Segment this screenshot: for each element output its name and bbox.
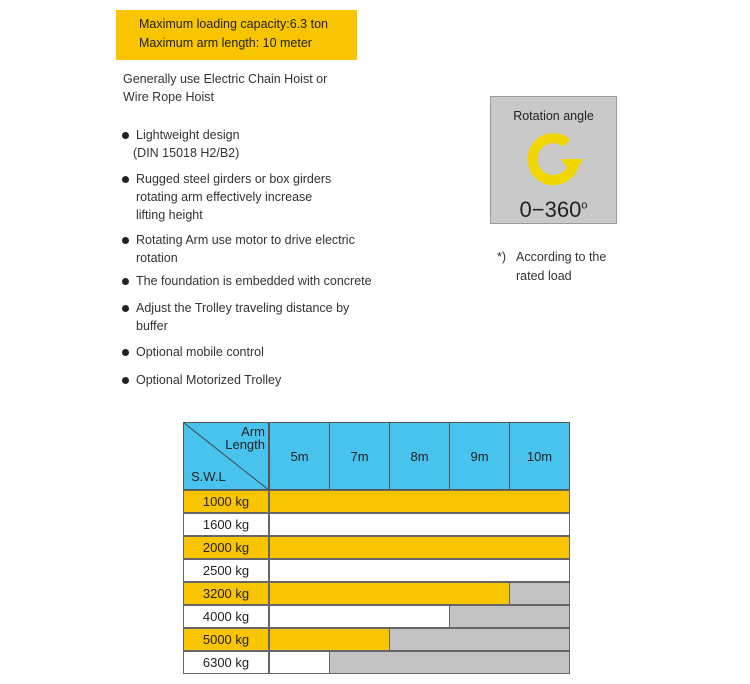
rotation-title: Rotation angle (513, 109, 594, 123)
rotation-panel (490, 96, 617, 224)
note-line-2: rated load (516, 269, 572, 283)
intro-line-1: Generally use Electric Chain Hoist or (123, 72, 328, 86)
bullet-icon (122, 132, 129, 139)
unavailable-bar (449, 605, 570, 628)
arm-length-text: Maximum arm length: 10 meter (139, 36, 312, 50)
bullet-icon (122, 305, 129, 312)
unavailable-bar (329, 651, 570, 674)
feature-text: The foundation is embedded with concrete (136, 274, 372, 288)
capacity-bar (269, 605, 450, 628)
bullet-icon (122, 176, 129, 183)
corner-arm-label: Arm (241, 424, 265, 439)
feature-text: rotation (136, 251, 178, 265)
table-corner-cell (183, 422, 269, 490)
capacity-bar (269, 559, 570, 582)
column-header: 9m (449, 422, 510, 490)
note-marker: *) (497, 250, 507, 264)
capacity-text: Maximum loading capacity:6.3 ton (139, 17, 328, 31)
feature-text: Lightweight design (136, 128, 240, 142)
row-label: 3200 kg (183, 582, 269, 605)
row-label: 6300 kg (183, 651, 269, 674)
corner-length-label: Length (225, 437, 265, 452)
row-label: 5000 kg (183, 628, 269, 651)
capacity-bar (269, 651, 330, 674)
bullet-icon (122, 278, 129, 285)
row-label: 1000 kg (183, 490, 269, 513)
column-header: 10m (509, 422, 570, 490)
feature-text: Rotating Arm use motor to drive electric (136, 233, 355, 247)
intro-line-2: Wire Rope Hoist (123, 90, 214, 104)
bullet-icon (122, 349, 129, 356)
bullet-icon (122, 237, 129, 244)
feature-text: Adjust the Trolley traveling distance by (136, 301, 350, 315)
feature-text: lifting height (136, 208, 203, 222)
capacity-bar (269, 490, 570, 513)
corner-swl-label: S.W.L (191, 469, 226, 484)
row-label: 2500 kg (183, 559, 269, 582)
capacity-bar (269, 513, 570, 536)
bullet-icon (122, 377, 129, 384)
note-line-1: According to the (516, 250, 607, 264)
feature-text: buffer (136, 319, 168, 333)
row-label: 4000 kg (183, 605, 269, 628)
feature-text: Optional Motorized Trolley (136, 373, 282, 387)
rotation-value: $0-360^o$ (519, 197, 588, 222)
unavailable-bar (389, 628, 570, 651)
unavailable-bar (509, 582, 570, 605)
column-header: 7m (329, 422, 390, 490)
rotation-arrow-icon (521, 131, 587, 191)
capacity-bar (269, 582, 510, 605)
column-header: 5m (269, 422, 330, 490)
capacity-bar (269, 628, 390, 651)
capacity-bar (269, 536, 570, 559)
feature-text: (DIN 15018 H2/B2) (133, 146, 240, 160)
row-label: 2000 kg (183, 536, 269, 559)
column-header: 8m (389, 422, 450, 490)
feature-text: Rugged steel girders or box girders (136, 172, 332, 186)
feature-text: Optional mobile control (136, 345, 264, 359)
row-label: 1600 kg (183, 513, 269, 536)
degree-sign: o (581, 199, 588, 212)
feature-text: rotating arm effectively increase (136, 190, 313, 204)
